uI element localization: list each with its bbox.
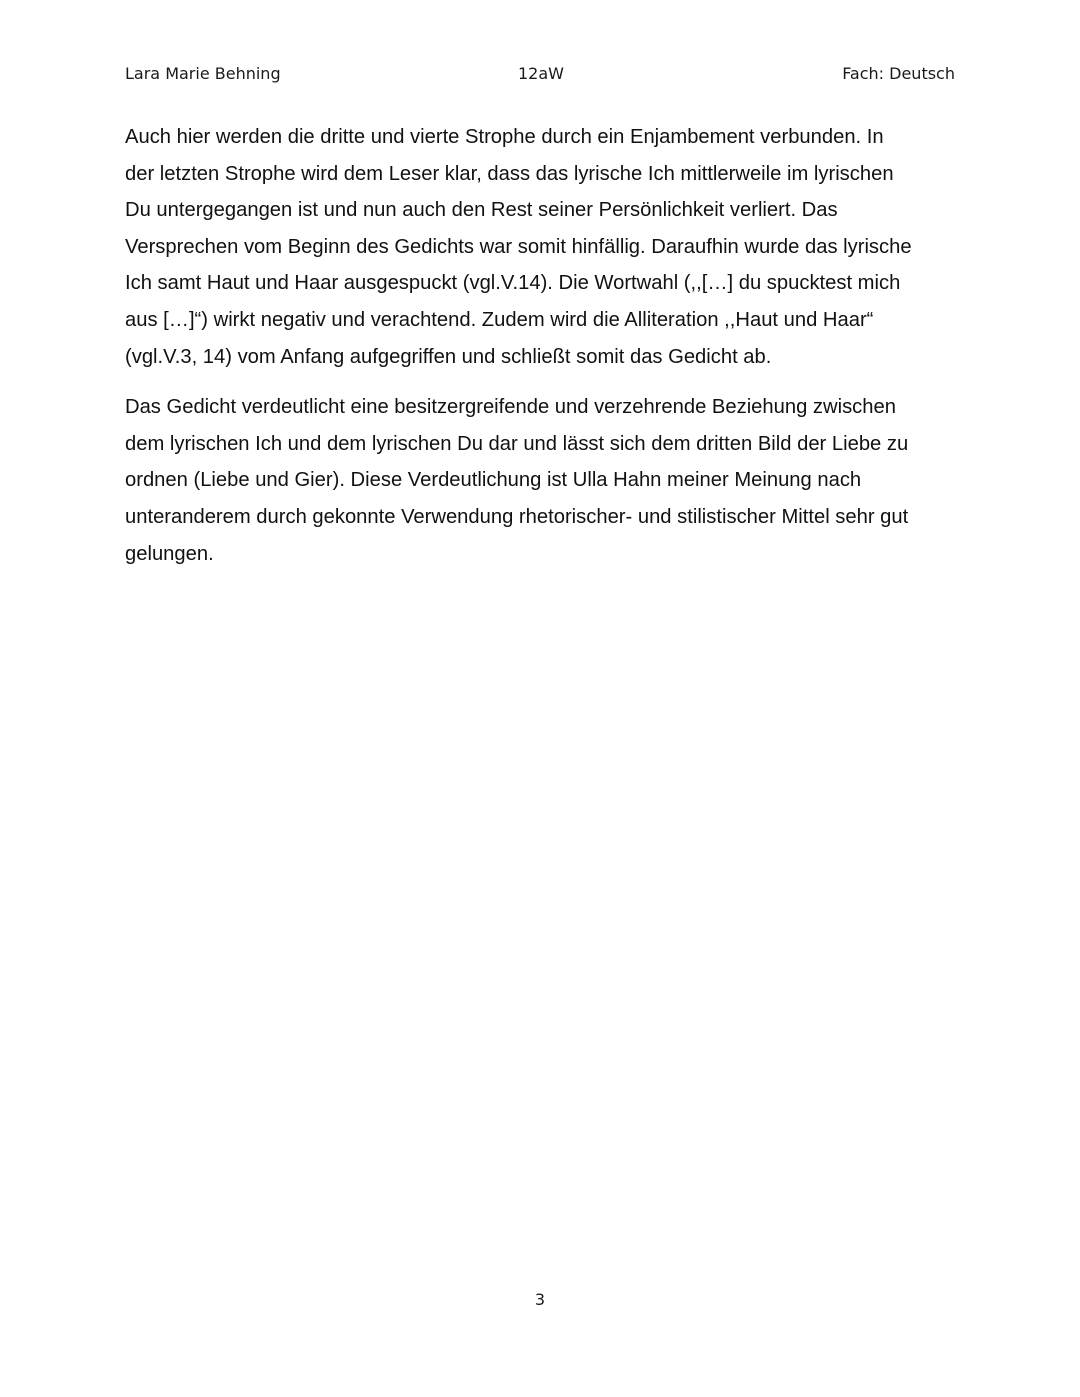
- document-body: [125, 119, 965, 572]
- text-line: Du untergegangen ist und nun auch den Rest seiner Persönlichkeit verliert. Das: [125, 199, 838, 222]
- text-line: (vgl.V.3, 14) vom Anfang aufgegriffen und schließt somit das Gedicht ab.: [125, 345, 772, 368]
- text-line: Auch hier werden die dritte und vierte Strophe durch ein Enjambement verbunden. In: [125, 126, 884, 148]
- page-header: [125, 62, 955, 88]
- text-line: dem lyrischen Ich und dem lyrischen Du dar und lässt sich dem dritten Bild der Liebe zu: [125, 432, 909, 455]
- paragraph: [125, 119, 965, 375]
- header-class: 12aW: [518, 64, 564, 83]
- text-line: aus […]“) wirkt negativ und verachtend. Zudem wird die Alliteration ,,Haut und Haar“: [125, 308, 874, 331]
- paragraph: [125, 389, 965, 572]
- header-author: Lara Marie Behning: [125, 64, 281, 83]
- text-line: ordnen (Liebe und Gier). Diese Verdeutlichung ist Ulla Hahn meiner Meinung nach: [125, 469, 862, 492]
- text-line: der letzten Strophe wird dem Leser klar, dass das lyrische Ich mittlerweile im lyrischen: [125, 162, 894, 185]
- text-line: unteranderem durch gekonnte Verwendung rhetorischer- und stilistischer Mittel sehr gut: [125, 505, 909, 528]
- text-line: Das Gedicht verdeutlicht eine besitzergreifende und verzehrende Beziehung zwischen: [125, 396, 896, 419]
- page-number: 3: [534, 1290, 546, 1309]
- text-line: Ich samt Haut und Haar ausgespuckt (vgl.V.14). Die Wortwahl (,,[…] du spucktest mich: [125, 272, 901, 295]
- text-line: Versprechen vom Beginn des Gedichts war somit hinfällig. Daraufhin wurde das lyrische: [125, 235, 912, 258]
- header-subject: Fach: Deutsch: [842, 64, 955, 83]
- text-line: gelungen.: [125, 542, 214, 565]
